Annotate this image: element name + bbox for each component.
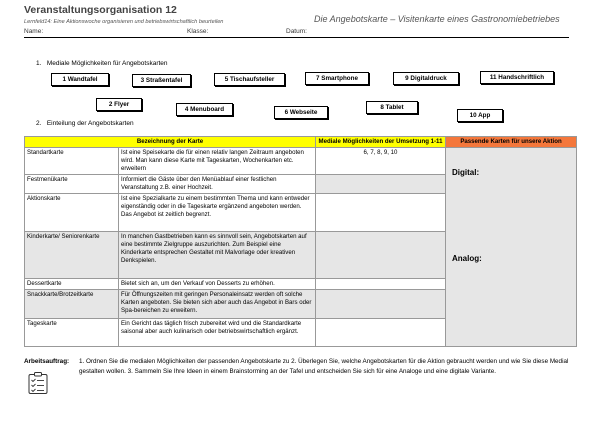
media-card-tischaufsteller[interactable]: 5 Tischaufsteller: [214, 73, 285, 86]
clipboard-checklist-icon: [28, 372, 48, 394]
media-card-app[interactable]: 10 App: [457, 109, 503, 122]
section-heading-1: 1. Mediale Möglichkeiten für Angebotskarten: [36, 60, 168, 67]
analog-label: Analog:: [452, 254, 482, 263]
matching-cards-cell[interactable]: [446, 148, 577, 347]
card-description-cell: Ist eine Speisekarte die für einen relativ langen Zeitraum angeboten wird. Man kann diese Karte mit Tageskarten, Wochenkarten etc. erweitern: [119, 148, 316, 175]
task-instructions: [24, 357, 576, 375]
card-classification-table: [24, 136, 577, 347]
digital-label: Digital:: [452, 168, 480, 177]
card-name-cell: Festmenükarte: [25, 175, 119, 194]
media-card-wandtafel[interactable]: 1 Wandtafel: [51, 73, 109, 86]
media-input-cell[interactable]: [316, 232, 446, 279]
header-media-options: Mediale Möglichkeiten der Umsetzung 1-11: [316, 137, 446, 148]
card-description-cell: Ein Gericht das täglich frisch zubereitet wird und die Standardkarte saisonal aber auch kulinarisch oder betriebswirtschaftlich ergänzt.: [119, 319, 316, 347]
page-title: Veranstaltungsorganisation 12: [24, 4, 177, 16]
media-input-cell[interactable]: [316, 194, 446, 232]
media-card-menuboard[interactable]: 4 Menuboard: [176, 103, 233, 116]
name-label: Name:: [24, 28, 44, 35]
card-name-cell: Snackkarte/Brotzeitkarte: [25, 290, 119, 319]
header-matching-cards: Passende Karten für unsere Aktion: [446, 137, 577, 148]
media-card-webseite[interactable]: 6 Webseite: [274, 106, 328, 119]
media-card-tablet[interactable]: 8 Tablet: [366, 101, 418, 114]
card-description-cell: Für Öffnungszeiten mit geringen Personaleinsatz werden oft solche Karten angeboten. Sie bieten sich aber auch das Angebot in Bars oder Spa-bereichen zu erweitern.: [119, 290, 316, 319]
card-name-cell: Dessertkarte: [25, 279, 119, 290]
media-input-cell[interactable]: [316, 175, 446, 194]
worksheet-heading: Die Angebotskarte – Visitenkarte eines Gastronomiebetriebes: [314, 14, 560, 24]
card-description-cell: Informiert die Gäste über den Menüablauf einer festlichen Veranstaltung z.B. einer Hochzeit.: [119, 175, 316, 194]
media-input-cell[interactable]: [316, 290, 446, 319]
date-label: Datum:: [286, 28, 307, 35]
media-input-cell[interactable]: [316, 279, 446, 290]
table-header-row: [25, 137, 577, 148]
student-info-row: [24, 28, 569, 38]
table-row: [25, 148, 577, 175]
media-card-flyer[interactable]: 2 Flyer: [96, 98, 142, 111]
learning-field-subtitle: Lernfeld14: Eine Aktionswoche organisieren und betriebswirtschaftlich beurteilen: [24, 19, 224, 25]
class-label: Klasse:: [187, 28, 209, 35]
task-text: 1. Ordnen Sie die medialen Möglichkeiten der passenden Angebotskarte zu 2. Überlegen Sie, welche Angebotskarten für die Aktion gebraucht werden und wie Sie diese Medial gestalten wollen. 3. Sammeln Sie Ihre Ideen in einem Brainstorming an der Tafel und entscheiden Sie sich für eine Analoge und eine digitale Variante.: [79, 358, 569, 375]
card-name-cell: Kinderkarte/ Seniorenkarte: [25, 232, 119, 279]
card-description-cell: Bietet sich an, um den Verkauf von Desserts zu erhöhen.: [119, 279, 316, 290]
media-input-cell[interactable]: 6, 7, 8, 9, 10: [316, 148, 446, 175]
media-input-cell[interactable]: [316, 319, 446, 347]
media-card-smartphone[interactable]: 7 Smartphone: [305, 72, 369, 85]
card-name-cell: Standartkarte: [25, 148, 119, 175]
media-card-strassentafel[interactable]: 3 Straßentafel: [132, 74, 191, 87]
media-card-handschriftlich[interactable]: 11 Handschriftlich: [480, 71, 554, 84]
card-description-cell: Ist eine Spezialkarte zu einem bestimmten Thema und kann entweder eigenständig oder in die Tageskarte ergänzend angeboten werden. Das Angebot ist zeitlich begrenzt.: [119, 194, 316, 232]
media-card-digitaldruck[interactable]: 9 Digitaldruck: [393, 72, 459, 85]
section-heading-2: 2. Einteilung der Angebotskarten: [36, 120, 134, 127]
card-name-cell: Aktionskarte: [25, 194, 119, 232]
card-description-cell: In manchen Gastbetrieben kann es sinnvoll sein, Angebotskarten auf eine bestimmte Zielgruppe auszurichten. Zum Beispiel eine Kinderkarte entsprechen Gestaltet mit Malvorlage oder kreativen Denkspielen.: [119, 232, 316, 279]
header-card-name: Bezeichnung der Karte: [25, 137, 316, 148]
card-name-cell: Tageskarte: [25, 319, 119, 347]
task-label: Arbeitsauftrag:: [24, 358, 70, 365]
